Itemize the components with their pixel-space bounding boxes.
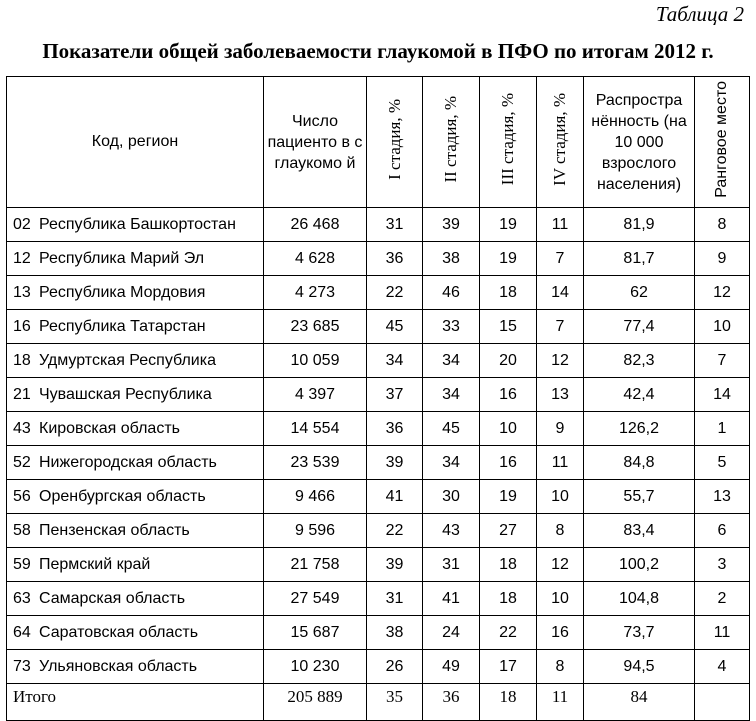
stage-4-cell: 16 <box>537 616 584 650</box>
region-cell <box>7 276 264 310</box>
region-cell <box>7 480 264 514</box>
stage-4-cell: 14 <box>537 276 584 310</box>
stage-1-cell: 26 <box>367 650 423 684</box>
region-name: Ульяновская область <box>39 657 198 675</box>
region-code: 58 <box>13 521 31 539</box>
patients-cell: 9 596 <box>264 514 367 548</box>
table-row <box>7 344 750 378</box>
stage-3-cell: 19 <box>480 208 537 242</box>
stage-2-cell: 34 <box>423 446 480 480</box>
region-code: 52 <box>13 453 31 471</box>
header-stage-2-label: II стадия, % <box>441 96 460 183</box>
stage-2-cell: 34 <box>423 344 480 378</box>
stage-1-cell: 22 <box>367 514 423 548</box>
region-cell <box>7 548 264 582</box>
region-code: 13 <box>13 283 31 301</box>
region-cell <box>7 412 264 446</box>
stage-4-cell: 7 <box>537 242 584 276</box>
region-code: 12 <box>13 249 31 267</box>
prevalence-cell: 94,5 <box>584 650 695 684</box>
prevalence-cell: 42,4 <box>584 378 695 412</box>
stage-1-cell: 22 <box>367 276 423 310</box>
rank-cell: 4 <box>695 650 750 684</box>
table-caption: Таблица 2 <box>655 2 744 26</box>
region-cell <box>7 344 264 378</box>
stage-1-cell: 39 <box>367 548 423 582</box>
region-code: 02 <box>13 215 31 233</box>
stage-2-cell: 46 <box>423 276 480 310</box>
header-patients: Число пациенто в с глаукомо й <box>264 77 367 208</box>
prevalence-cell: 81,7 <box>584 242 695 276</box>
region-name: Республика Мордовия <box>39 283 206 301</box>
stage-4-cell: 11 <box>537 208 584 242</box>
region-code: 56 <box>13 487 31 505</box>
stage-2-cell: 49 <box>423 650 480 684</box>
region-code: 16 <box>13 317 31 335</box>
total-label: Итого <box>7 684 264 721</box>
prevalence-cell: 81,9 <box>584 208 695 242</box>
header-stage-4-label: IV стадия, % <box>550 93 569 186</box>
patients-cell: 14 554 <box>264 412 367 446</box>
stage-4-cell: 8 <box>537 650 584 684</box>
region-code: 63 <box>13 589 31 607</box>
rank-cell: 10 <box>695 310 750 344</box>
header-stage-3 <box>480 77 537 208</box>
stage-3-cell: 19 <box>480 480 537 514</box>
page-title: Показатели общей заболеваемости глаукомой в ПФО по итогам 2012 г. <box>42 39 714 63</box>
stage-2-cell: 43 <box>423 514 480 548</box>
patients-cell: 9 466 <box>264 480 367 514</box>
patients-cell: 4 628 <box>264 242 367 276</box>
stage-2-cell: 39 <box>423 208 480 242</box>
prevalence-cell: 100,2 <box>584 548 695 582</box>
table-row <box>7 548 750 582</box>
stage-3-cell: 18 <box>480 548 537 582</box>
header-stage-4 <box>537 77 584 208</box>
header-rank <box>695 77 750 208</box>
region-cell <box>7 616 264 650</box>
patients-cell: 26 468 <box>264 208 367 242</box>
stage-4-cell: 9 <box>537 412 584 446</box>
table-row <box>7 208 750 242</box>
stage-3-cell: 16 <box>480 446 537 480</box>
table-row <box>7 378 750 412</box>
stage-1-cell: 41 <box>367 480 423 514</box>
stage-3-cell: 10 <box>480 412 537 446</box>
region-code: 18 <box>13 351 31 369</box>
table-row <box>7 276 750 310</box>
patients-cell: 10 230 <box>264 650 367 684</box>
patients-cell: 27 549 <box>264 582 367 616</box>
prevalence-cell: 84,8 <box>584 446 695 480</box>
glaucoma-table <box>6 76 750 721</box>
stage-4-cell: 12 <box>537 344 584 378</box>
rank-cell: 1 <box>695 412 750 446</box>
region-cell <box>7 582 264 616</box>
region-cell <box>7 650 264 684</box>
region-cell <box>7 446 264 480</box>
total-stage-4-cell: 11 <box>537 684 584 721</box>
stage-4-cell: 12 <box>537 548 584 582</box>
prevalence-cell: 83,4 <box>584 514 695 548</box>
region-name: Удмуртская Республика <box>39 351 216 369</box>
stage-1-cell: 31 <box>367 208 423 242</box>
patients-cell: 4 397 <box>264 378 367 412</box>
table-body <box>7 208 750 721</box>
patients-cell: 4 273 <box>264 276 367 310</box>
stage-2-cell: 34 <box>423 378 480 412</box>
region-name: Оренбургская область <box>39 487 206 505</box>
total-stage-2-cell: 36 <box>423 684 480 721</box>
prevalence-cell: 82,3 <box>584 344 695 378</box>
stage-2-cell: 45 <box>423 412 480 446</box>
stage-2-cell: 38 <box>423 242 480 276</box>
patients-cell: 10 059 <box>264 344 367 378</box>
stage-3-cell: 15 <box>480 310 537 344</box>
rank-cell: 3 <box>695 548 750 582</box>
region-cell <box>7 310 264 344</box>
rank-cell: 13 <box>695 480 750 514</box>
region-code: 59 <box>13 555 31 573</box>
region-cell <box>7 378 264 412</box>
region-code: 21 <box>13 385 31 403</box>
rank-cell: 2 <box>695 582 750 616</box>
stage-4-cell: 11 <box>537 446 584 480</box>
stage-4-cell: 8 <box>537 514 584 548</box>
header-stage-1 <box>367 77 423 208</box>
patients-cell: 23 539 <box>264 446 367 480</box>
stage-4-cell: 7 <box>537 310 584 344</box>
stage-3-cell: 19 <box>480 242 537 276</box>
region-name: Республика Марий Эл <box>39 249 205 267</box>
stage-2-cell: 30 <box>423 480 480 514</box>
table-row <box>7 412 750 446</box>
stage-1-cell: 34 <box>367 344 423 378</box>
stage-3-cell: 22 <box>480 616 537 650</box>
prevalence-cell: 62 <box>584 276 695 310</box>
region-cell <box>7 208 264 242</box>
stage-4-cell: 10 <box>537 480 584 514</box>
header-rank-label: Ранговое место <box>713 81 730 198</box>
region-name: Саратовская область <box>39 623 199 641</box>
table-row <box>7 310 750 344</box>
patients-cell: 23 685 <box>264 310 367 344</box>
header-stage-1-label: I стадия, % <box>384 99 404 180</box>
prevalence-cell: 73,7 <box>584 616 695 650</box>
table-row <box>7 242 750 276</box>
stage-3-cell: 27 <box>480 514 537 548</box>
region-code: 43 <box>13 419 31 437</box>
stage-2-cell: 24 <box>423 616 480 650</box>
total-row <box>7 684 750 721</box>
total-patients-cell: 205 889 <box>264 684 367 721</box>
region-code: 64 <box>13 623 31 641</box>
stage-3-cell: 17 <box>480 650 537 684</box>
header-prevalence: Распростра нённость (на 10 000 взрослого населения) <box>584 77 695 208</box>
region-name: Самарская область <box>39 589 186 607</box>
stage-1-cell: 38 <box>367 616 423 650</box>
prevalence-cell: 104,8 <box>584 582 695 616</box>
table-row <box>7 616 750 650</box>
table-row <box>7 446 750 480</box>
stage-1-cell: 37 <box>367 378 423 412</box>
region-name: Пермский край <box>39 555 151 573</box>
rank-cell: 11 <box>695 616 750 650</box>
header-region: Код, регион <box>7 77 264 208</box>
region-name: Чувашская Республика <box>39 385 212 403</box>
stage-1-cell: 39 <box>367 446 423 480</box>
rank-cell: 5 <box>695 446 750 480</box>
stage-3-cell: 18 <box>480 276 537 310</box>
prevalence-cell: 77,4 <box>584 310 695 344</box>
total-stage-1-cell: 35 <box>367 684 423 721</box>
header-stage-2 <box>423 77 480 208</box>
patients-cell: 21 758 <box>264 548 367 582</box>
header-stage-3-label: III стадия, % <box>498 93 517 186</box>
region-name: Кировская область <box>39 419 180 437</box>
prevalence-cell: 126,2 <box>584 412 695 446</box>
region-name: Республика Татарстан <box>39 317 206 335</box>
table-row <box>7 582 750 616</box>
stage-3-cell: 16 <box>480 378 537 412</box>
stage-2-cell: 31 <box>423 548 480 582</box>
rank-cell: 6 <box>695 514 750 548</box>
rank-cell: 7 <box>695 344 750 378</box>
rank-cell: 9 <box>695 242 750 276</box>
rank-cell: 14 <box>695 378 750 412</box>
prevalence-cell: 55,7 <box>584 480 695 514</box>
stage-3-cell: 20 <box>480 344 537 378</box>
rank-cell: 12 <box>695 276 750 310</box>
region-cell <box>7 514 264 548</box>
patients-cell: 15 687 <box>264 616 367 650</box>
total-prevalence-cell: 84 <box>584 684 695 721</box>
rank-cell: 8 <box>695 208 750 242</box>
header-row <box>7 77 750 208</box>
stage-4-cell: 13 <box>537 378 584 412</box>
stage-1-cell: 36 <box>367 412 423 446</box>
region-name: Нижегородская область <box>39 453 217 471</box>
stage-2-cell: 41 <box>423 582 480 616</box>
stage-1-cell: 36 <box>367 242 423 276</box>
table-row <box>7 514 750 548</box>
stage-1-cell: 31 <box>367 582 423 616</box>
region-name: Пензенская область <box>39 521 190 539</box>
stage-2-cell: 33 <box>423 310 480 344</box>
region-name: Республика Башкортостан <box>39 215 236 233</box>
stage-1-cell: 45 <box>367 310 423 344</box>
table-row <box>7 650 750 684</box>
table-row <box>7 480 750 514</box>
total-stage-3-cell: 18 <box>480 684 537 721</box>
stage-3-cell: 18 <box>480 582 537 616</box>
region-code: 73 <box>13 657 31 675</box>
stage-4-cell: 10 <box>537 582 584 616</box>
region-cell <box>7 242 264 276</box>
total-rank-cell <box>695 684 750 721</box>
